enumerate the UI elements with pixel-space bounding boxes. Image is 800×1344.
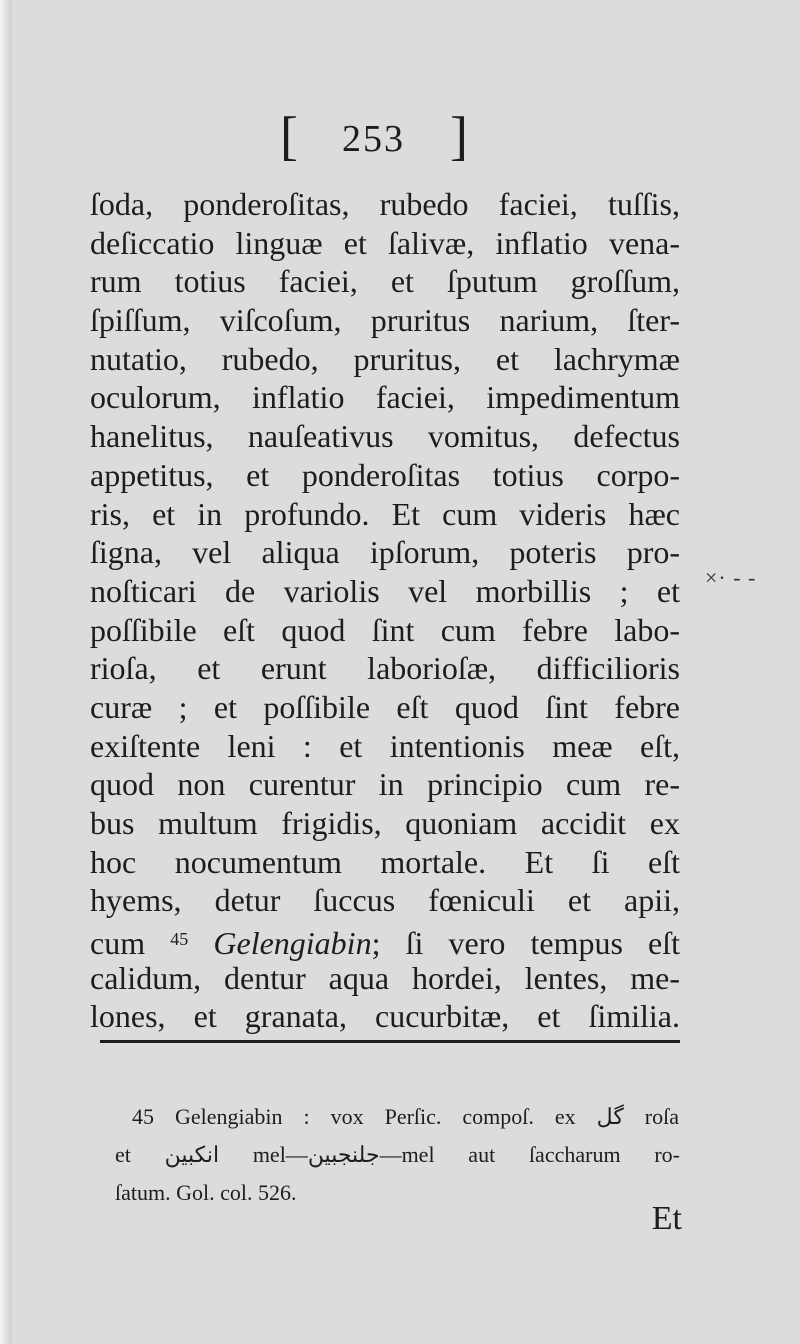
footnote-line: 45 Gelengiabin : vox Perſic. compoſ. ex گل roſa bbox=[132, 1104, 680, 1129]
line-20-start: cum bbox=[90, 925, 146, 962]
text-line: oculorum, inflatio faciei, impedimentum bbox=[90, 379, 680, 416]
marginal-pencil-mark: ×· - - bbox=[705, 565, 757, 590]
footnote-line: et انكبين mel—جلنجبين—mel aut ſaccharum ro- bbox=[115, 1142, 680, 1167]
text-line: noſticari de variolis vel morbillis ; et bbox=[90, 572, 680, 609]
header-bracket-left: [ bbox=[280, 106, 300, 166]
text-line: hoc nocumentum mortale. Et ſi eſt bbox=[90, 843, 680, 880]
footnote-line: ſatum. Gol. col. 526. bbox=[115, 1180, 297, 1205]
text-line: curæ ; et poſſibile eſt quod ſint febre bbox=[90, 688, 680, 725]
footnote-block bbox=[115, 1098, 680, 1212]
text-line: nutatio, rubedo, pruritus, et lachrymæ bbox=[90, 340, 680, 377]
text-line: ris, et in profundo. Et cum videris hæc bbox=[90, 495, 680, 532]
text-line: appetitus, et ponderoſitas totius corpo- bbox=[90, 456, 680, 493]
text-line: poſſibile eſt quod ſint cum febre labo- bbox=[90, 611, 680, 648]
text-line: hyems, detur ſuccus fœniculi et apii, bbox=[90, 882, 680, 919]
text-line: rum totius faciei, et ſputum groſſum, bbox=[90, 263, 680, 300]
text-line: deſiccatio linguæ et ſalivæ, inflatio vena- bbox=[90, 224, 680, 261]
text-line: quod non curentur in principio cum re- bbox=[90, 766, 680, 803]
italic-term: Gelengiabin bbox=[213, 925, 372, 962]
text-line: bus multum frigidis, quoniam accidit ex bbox=[90, 805, 680, 841]
text-line: rioſa, et erunt laborioſæ, difficilioris bbox=[90, 650, 680, 687]
text-line: ſoda, ponderoſitas, rubedo faciei, tuſſis, bbox=[90, 186, 680, 222]
header-bracket-right: ] bbox=[450, 106, 470, 166]
main-text-block bbox=[90, 185, 680, 1036]
text-line: hanelitus, nauſeativus vomitus, defectus bbox=[90, 418, 680, 455]
line-20-end: ; ſi vero tempus eſt bbox=[371, 925, 681, 962]
text-line: lones, et granata, cucurbitæ, et ſimilia. bbox=[90, 998, 680, 1035]
text-line-with-footnote-ref bbox=[90, 920, 681, 962]
page-number: 253 bbox=[342, 118, 405, 160]
catchword: Et bbox=[651, 1200, 682, 1237]
text-line: ſigna, vel aliqua ipſorum, poteris pro- bbox=[90, 534, 680, 571]
page-edge-shadow bbox=[0, 0, 12, 1344]
text-line: calidum, dentur aqua hordei, lentes, me- bbox=[90, 959, 680, 996]
text-line: exiſtente leni : et intentionis meæ eſt, bbox=[90, 727, 680, 764]
footnote-reference-mark: 45 bbox=[170, 929, 189, 950]
text-line: ſpiſſum, viſcoſum, pruritus narium, ſter- bbox=[90, 302, 680, 339]
page-header bbox=[280, 105, 480, 165]
footnote-divider-rule bbox=[100, 1040, 680, 1043]
